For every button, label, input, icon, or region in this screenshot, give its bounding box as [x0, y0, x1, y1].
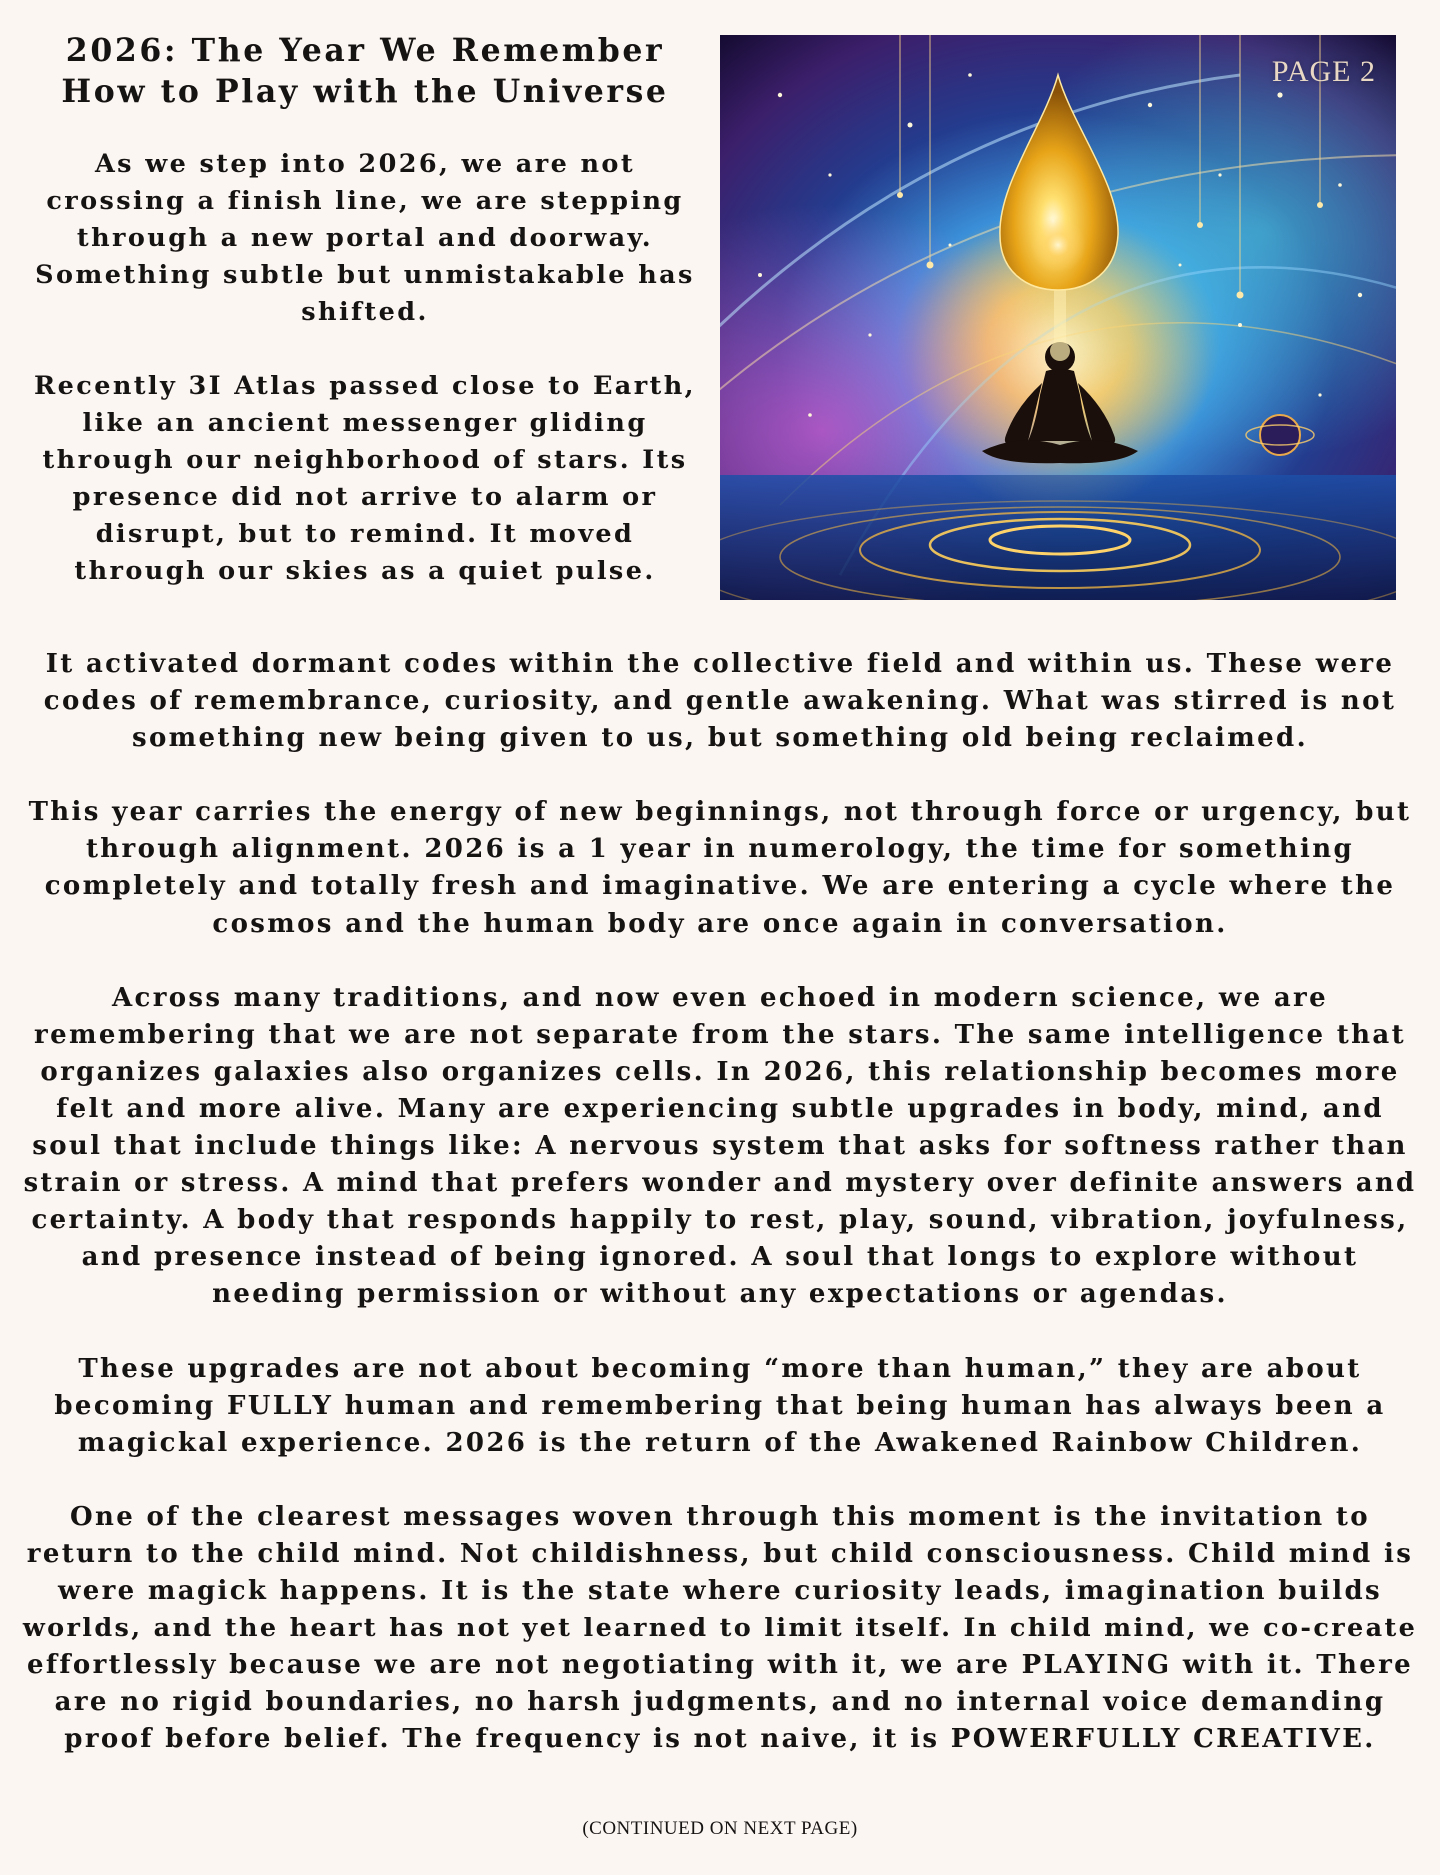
page-number-label: PAGE 2	[1271, 55, 1376, 88]
text-line: were magick happens. It is the state where curiosity leads, imagination builds	[57, 1575, 1383, 1606]
body-paragraph	[20, 646, 1420, 757]
text-line: One of the clearest messages woven through this moment is the invitation to	[69, 1501, 1370, 1532]
title-line: 2026: The Year We Remember	[65, 32, 665, 69]
text-line: effortlessly because we are not negotiating with it, we are PLAYING with it. There	[26, 1650, 1414, 1681]
continued-note: (CONTINUED ON NEXT PAGE)	[582, 1818, 858, 1839]
text-line: magickal experience. 2026 is the return of the Awakened Rainbow Children.	[77, 1427, 1363, 1458]
intro-paragraph	[28, 146, 702, 331]
text-line: soul that include things like: A nervous system that asks for softness rather than	[32, 1131, 1408, 1162]
intro-paragraph	[28, 368, 702, 590]
text-line: shifted.	[301, 297, 429, 327]
text-line: through a new portal and doorway.	[76, 223, 654, 253]
text-line: through alignment. 2026 is a 1 year in numerology, the time for something	[85, 834, 1355, 865]
text-line: becoming FULLY human and remembering that being human has always been a	[54, 1390, 1386, 1421]
text-line: something new being given to us, but something old being reclaimed.	[132, 723, 1308, 754]
text-line: remembering that we are not separate from the stars. The same intelligence that	[34, 1019, 1406, 1050]
text-line: As we step into 2026, we are not	[95, 149, 635, 179]
text-line: presence did not arrive to alarm or	[72, 482, 658, 512]
text-line: codes of remembrance, curiosity, and gentle awakening. What was stirred is not	[43, 686, 1397, 717]
text-line: proof before belief. The frequency is not naive, it is POWERFULLY CREATIVE.	[64, 1724, 1376, 1755]
text-line: cosmos and the human body are once again in conversation.	[212, 908, 1228, 939]
body-paragraph	[20, 1499, 1420, 1759]
text-line: Recently 3I Atlas passed close to Earth,	[34, 371, 696, 401]
text-line: are no rigid boundaries, no harsh judgments, and no internal voice demanding	[54, 1687, 1386, 1718]
text-line: Something subtle but unmistakable has	[35, 260, 695, 290]
text-line: and presence instead of being ignored. A soul that longs to explore without	[81, 1242, 1359, 1273]
main-body	[20, 646, 1420, 1758]
text-line: These upgrades are not about becoming “more than human,” they are about	[78, 1353, 1362, 1384]
body-paragraph	[20, 1351, 1420, 1462]
text-line: worlds, and the heart has not yet learned to limit itself. In child mind, we co-create	[22, 1613, 1418, 1644]
text-line: completely and totally fresh and imaginative. We are entering a cycle where the	[44, 871, 1396, 902]
text-line: through our skies as a quiet pulse.	[74, 556, 656, 586]
text-line: needing permission or without any expectations or agendas.	[212, 1279, 1228, 1310]
text-line: Across many traditions, and now even echoed in modern science, we are	[111, 982, 1328, 1013]
text-line: certainty. A body that responds happily to rest, play, sound, vibration, joyfulness,	[31, 1205, 1409, 1236]
text-line: crossing a finish line, we are stepping	[46, 186, 684, 216]
cosmic-illustration	[720, 35, 1396, 600]
text-line: organizes galaxies also organizes cells. In 2026, this relationship becomes more	[40, 1056, 1400, 1087]
text-line: It activated dormant codes within the collective field and within us. These were	[45, 649, 1395, 679]
page-title	[28, 30, 702, 112]
text-line: strain or stress. A mind that prefers wonder and mystery over definite answers and	[23, 1168, 1417, 1199]
text-line: through our neighborhood of stars. Its	[42, 445, 688, 475]
golden-drop-meditation-image	[720, 35, 1396, 600]
text-line: This year carries the energy of new beginnings, not through force or urgency, but	[28, 797, 1412, 828]
text-line: disrupt, but to remind. It moved	[95, 519, 635, 549]
text-line: return to the child mind. Not childishness, but child consciousness. Child mind is	[26, 1538, 1414, 1569]
text-line: like an ancient messenger gliding	[82, 408, 648, 438]
intro-column	[28, 30, 702, 590]
body-paragraph	[20, 980, 1420, 1314]
text-line: felt and more alive. Many are experiencing subtle upgrades in body, mind, and	[56, 1093, 1384, 1124]
title-line: How to Play with the Universe	[61, 73, 669, 110]
body-paragraph	[20, 794, 1420, 942]
